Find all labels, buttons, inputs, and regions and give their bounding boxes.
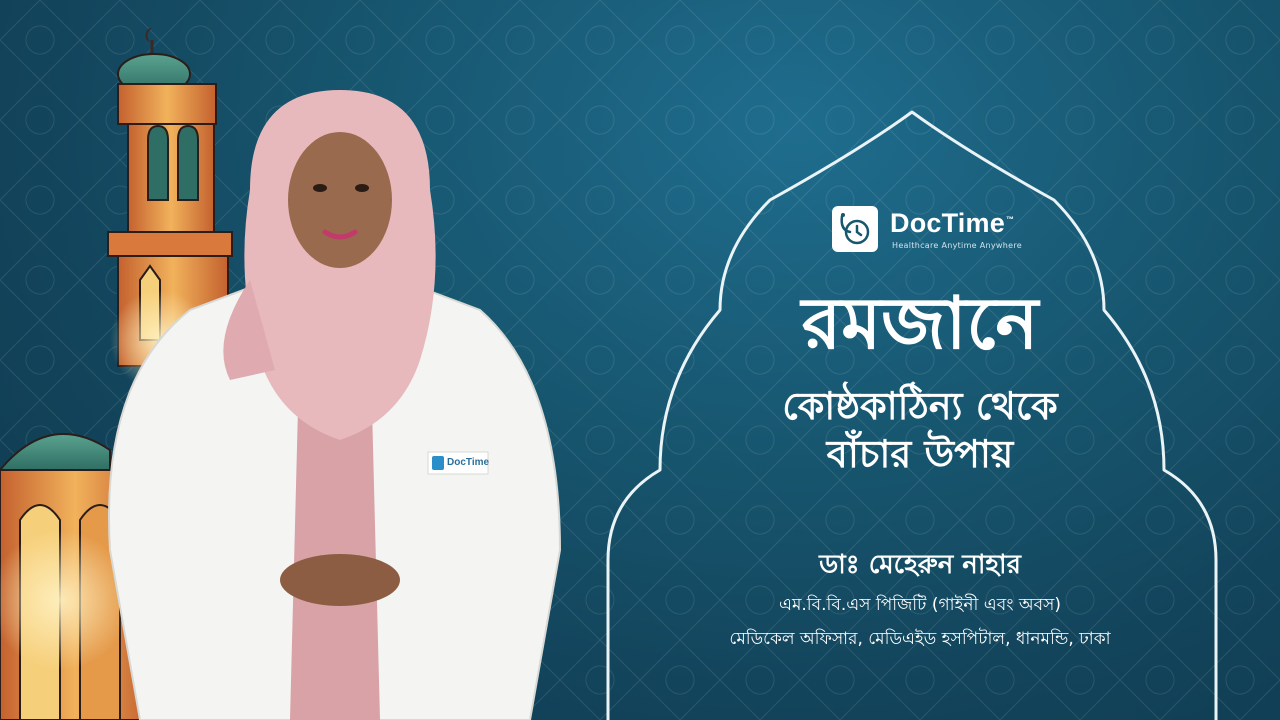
title-line-2: কোষ্ঠকাঠিন্য থেকে [782,384,1058,428]
brand-name-text: DocTime [890,208,1005,238]
presenter-doctor [100,80,570,720]
doctor-position: মেডিকেল অফিসার, মেডিএইড হসপিটাল, ধানমন্ডি, ঢাকা [729,629,1111,649]
brand-name [890,208,1014,239]
title-line-3: বাঁচার উপায় [826,432,1014,476]
title-main: রমজানে [801,281,1039,365]
brand-trademark: ™ [1005,215,1015,224]
logo-mark [832,206,878,252]
stethoscope-clock-icon [832,206,878,252]
brand-tagline: Healthcare Anytime Anywhere [892,241,1022,250]
doctime-logo [832,206,1032,258]
coat-logo-badge: DocTime [447,457,490,468]
doctor-name: ডাঃ মেহেরুন নাহার [819,550,1021,580]
doctor-degree: এম.বি.বি.এস পিজিটি (গাইনী এবং অবস) [779,595,1061,615]
